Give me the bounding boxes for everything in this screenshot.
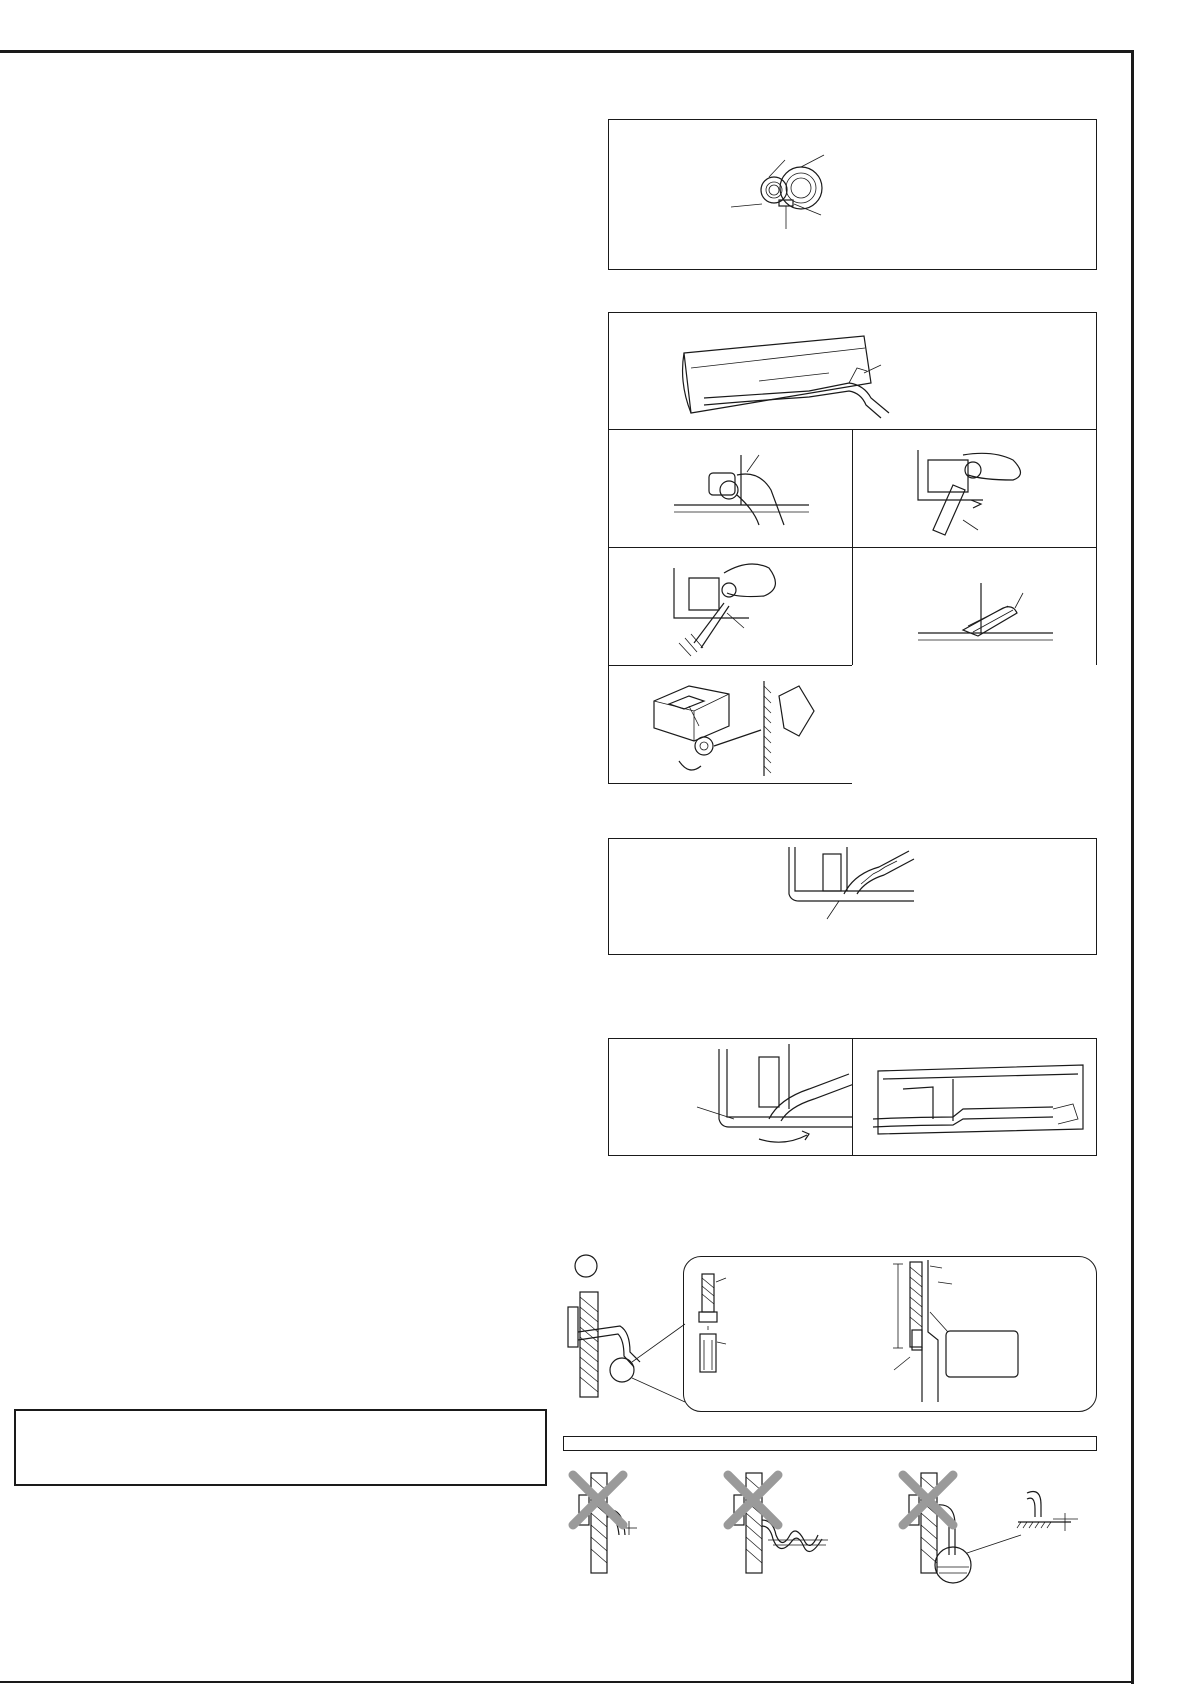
figure-incorrect-drain-3 xyxy=(893,1465,1093,1585)
figure-pipe-step-e xyxy=(608,665,853,784)
figure-pipe-step-d xyxy=(852,547,1097,666)
figure-pipe-step-b xyxy=(852,429,1097,548)
figure-hose-fitting-left xyxy=(608,1038,853,1156)
notice-box xyxy=(14,1409,547,1486)
figure-incorrect-drain-1 xyxy=(563,1465,683,1575)
caution-bar xyxy=(563,1436,1097,1451)
figure-pipe-step-a xyxy=(608,429,853,548)
page-frame-bottom xyxy=(0,1681,1134,1683)
figure-pipe-step-c xyxy=(608,547,853,666)
page-frame-right xyxy=(1131,50,1134,1684)
page-frame-top xyxy=(0,50,1134,53)
detail-callout-frame xyxy=(683,1256,1097,1412)
figure-empty-cell xyxy=(852,665,1097,784)
figure-indoor-unit-piping-overview xyxy=(608,312,1097,430)
figure-hose-fitting-right xyxy=(852,1038,1097,1156)
figure-drain-hose-routing xyxy=(608,838,1097,955)
figure-pipe-cross-section xyxy=(608,119,1097,270)
figure-incorrect-drain-2 xyxy=(718,1465,848,1575)
